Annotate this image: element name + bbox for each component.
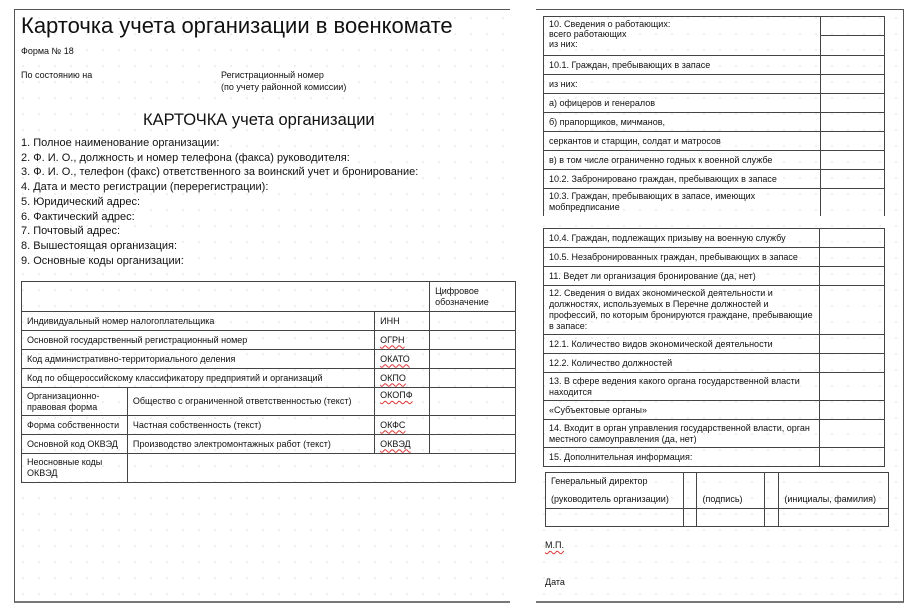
spacer-cell	[683, 509, 697, 527]
of-them-label: из них:	[549, 39, 578, 49]
stamp-label: М.П.	[545, 540, 564, 550]
row-label: 10.3. Граждан, пребывающих в запасе, имеющих мобпредписание	[544, 189, 821, 216]
row-value: Частная собственность (текст)	[127, 416, 374, 435]
form-number: Форма № 18	[21, 46, 74, 56]
digital-input-cell[interactable]	[430, 331, 516, 350]
table-row	[544, 229, 885, 248]
table-row	[544, 401, 885, 420]
row-code: ОКФС	[375, 416, 430, 435]
table-row	[544, 94, 885, 113]
list-item: 2. Ф. И. О., должность и номер телефона (факса) руководителя:	[21, 151, 350, 164]
list-item: 9. Основные коды организации:	[21, 254, 184, 267]
row-code: ОГРН	[375, 331, 430, 350]
spacer-cell	[765, 473, 779, 491]
spacer-cell	[765, 491, 779, 509]
row-label: 10.4. Граждан, подлежащих призыву на военную службу	[544, 229, 820, 248]
row-label: 12. Сведения о видах экономической деятельности и должностях, используемых в Перечне должностей и профессий, по которым бронируются граждане, пребывающие в запасе:	[544, 286, 820, 335]
row-value: Общество с ограниченной ответственностью (текст)	[127, 388, 374, 416]
value-cell[interactable]	[821, 17, 885, 36]
row-code: ОКВЭД	[375, 435, 430, 454]
list-item: 7. Почтовый адрес:	[21, 225, 121, 238]
table-row	[544, 189, 885, 216]
table-row	[544, 113, 885, 132]
right-page	[536, 9, 904, 603]
value-cell[interactable]	[819, 286, 884, 335]
row-label: Индивидуальный номер налогоплательщика	[22, 312, 375, 331]
signature-table	[545, 472, 889, 527]
value-cell[interactable]	[821, 151, 885, 170]
table-row	[544, 448, 885, 467]
row-label: Основной код ОКВЭД	[22, 435, 128, 454]
org-info-list	[21, 136, 418, 268]
left-page	[14, 9, 510, 603]
row-code: ОКАТО	[375, 350, 430, 369]
value-cell[interactable]	[821, 132, 885, 151]
value-cell[interactable]	[821, 170, 885, 189]
value-cell[interactable]	[819, 229, 884, 248]
spacer-cell	[765, 509, 779, 527]
row-label: серкантов и старщин, солдат и матросов	[544, 132, 821, 151]
row-label: 10.1. Граждан, пребывающих в запасе	[544, 56, 821, 75]
total-employees-value[interactable]	[821, 36, 885, 56]
position-note: (руководитель организации)	[546, 491, 684, 509]
row-label: в) в том числе ограниченно годных к военной службе	[544, 151, 821, 170]
table-row	[544, 248, 885, 267]
value-cell[interactable]	[819, 248, 884, 267]
row-label: Основной государственный регистрационный номер	[22, 331, 375, 350]
table-row	[22, 350, 516, 369]
row-label: Форма собственности	[22, 416, 128, 435]
row-label: из них:	[544, 75, 821, 94]
employees-header	[544, 17, 821, 56]
row-value: Производство электромонтажных работ (текст)	[127, 435, 374, 454]
row-label: б) прапорщиков, мичманов,	[544, 113, 821, 132]
digital-input-cell[interactable]	[430, 312, 516, 331]
digital-input-cell[interactable]	[430, 435, 516, 454]
table-row	[22, 454, 516, 483]
value-cell[interactable]	[821, 94, 885, 113]
name-cell[interactable]	[779, 473, 889, 491]
digital-input-cell[interactable]	[430, 388, 516, 416]
org-codes-table	[21, 281, 516, 483]
table-row	[544, 286, 885, 335]
position-label: Генеральный директор	[546, 473, 684, 491]
list-item: 5. Юридический адрес:	[21, 195, 141, 208]
row-label: 11. Ведет ли организация бронирование (да, нет)	[544, 267, 820, 286]
employees-heading: 10. Сведения о работающих:	[549, 19, 671, 29]
table-row	[22, 416, 516, 435]
table-row	[22, 331, 516, 350]
value-cell[interactable]	[821, 56, 885, 75]
table-row	[22, 369, 516, 388]
reg-number-note: (по учету районной комиссии)	[221, 82, 347, 92]
spacer-cell	[683, 473, 697, 491]
row-label: Организационно-правовая форма	[22, 388, 128, 416]
table-row	[544, 335, 885, 354]
row-label: 12.1. Количество видов экономической деятельности	[544, 335, 820, 354]
name-note: (инициалы, фамилия)	[779, 491, 889, 509]
value-cell[interactable]	[819, 373, 884, 401]
table-row	[544, 170, 885, 189]
list-item: 3. Ф. И. О., телефон (факс) ответственного за воинский учет и бронирование:	[21, 166, 419, 179]
table-row	[22, 435, 516, 454]
row-code: ИНН	[375, 312, 430, 331]
spacer-cell	[683, 491, 697, 509]
digital-input-cell[interactable]	[430, 416, 516, 435]
table-row	[544, 420, 885, 448]
value-cell[interactable]	[819, 401, 884, 420]
row-label: Код административно-территориального деления	[22, 350, 375, 369]
date-label: Дата	[545, 577, 565, 587]
reg-number-label: Регистрационный номер	[221, 70, 324, 80]
card-heading: КАРТОЧКА учета организации	[143, 111, 375, 129]
document-title: Карточка учета организации в военкомате	[21, 13, 453, 38]
total-employees-label: всего работающих	[549, 29, 627, 39]
row-label: а) офицеров и генералов	[544, 94, 821, 113]
row-label: 10.2. Забронировано граждан, пребывающих в запасе	[544, 170, 821, 189]
header-digital: Цифровое обозначение	[430, 282, 516, 312]
employees-table	[543, 16, 885, 216]
row-label: 14. Входит в орган управления государственной власти, орган местного самоуправления (да, нет)	[544, 420, 820, 448]
table-header-blank	[22, 282, 430, 312]
row-code: ОКОПФ	[375, 388, 430, 416]
blank-cell[interactable]	[546, 509, 684, 527]
list-item: 8. Вышестоящая организация:	[21, 239, 178, 252]
table-row	[544, 354, 885, 373]
digital-input-cell[interactable]	[430, 350, 516, 369]
row-label: 10.5. Незабронированных граждан, пребывающих в запасе	[544, 248, 820, 267]
row-label: «Субъектовые органы»	[544, 401, 820, 420]
table-row	[544, 151, 885, 170]
value-cell[interactable]	[819, 420, 884, 448]
value-cell[interactable]	[819, 267, 884, 286]
table-row	[544, 56, 885, 75]
row-label: 12.2. Количество должностей	[544, 354, 820, 373]
value-cell[interactable]	[819, 335, 884, 354]
row-code: ОКПО	[375, 369, 430, 388]
value-cell[interactable]	[819, 448, 884, 467]
table-row	[544, 373, 885, 401]
blank-cell[interactable]	[779, 509, 889, 527]
table-row	[544, 75, 885, 94]
row-label: Код по общероссийскому классификатору предприятий и организаций	[22, 369, 375, 388]
row-label: Неосновные коды ОКВЭД	[22, 454, 128, 483]
details-table	[543, 228, 885, 467]
table-row	[544, 267, 885, 286]
value-cell[interactable]	[821, 75, 885, 94]
digital-input-cell[interactable]	[430, 369, 516, 388]
list-item: 1. Полное наименование организации:	[21, 137, 220, 149]
value-cell[interactable]	[821, 189, 885, 216]
signature-note: (подпись)	[697, 491, 765, 509]
blank-cell[interactable]	[697, 509, 765, 527]
value-cell[interactable]	[819, 354, 884, 373]
table-row	[22, 388, 516, 416]
as-of-label: По состоянию на	[21, 70, 93, 80]
table-row	[22, 312, 516, 331]
table-row	[544, 132, 885, 151]
signature-cell[interactable]	[697, 473, 765, 491]
list-item: 4. Дата и место регистрации (перерегистрации):	[21, 181, 269, 194]
value-cell[interactable]	[821, 113, 885, 132]
list-item: 6. Фактический адрес:	[21, 210, 135, 223]
row-label: 15. Дополнительная информация:	[544, 448, 820, 467]
row-label: 13. В сфере ведения какого органа государственной власти находится	[544, 373, 820, 401]
row-value-input[interactable]	[127, 454, 515, 483]
